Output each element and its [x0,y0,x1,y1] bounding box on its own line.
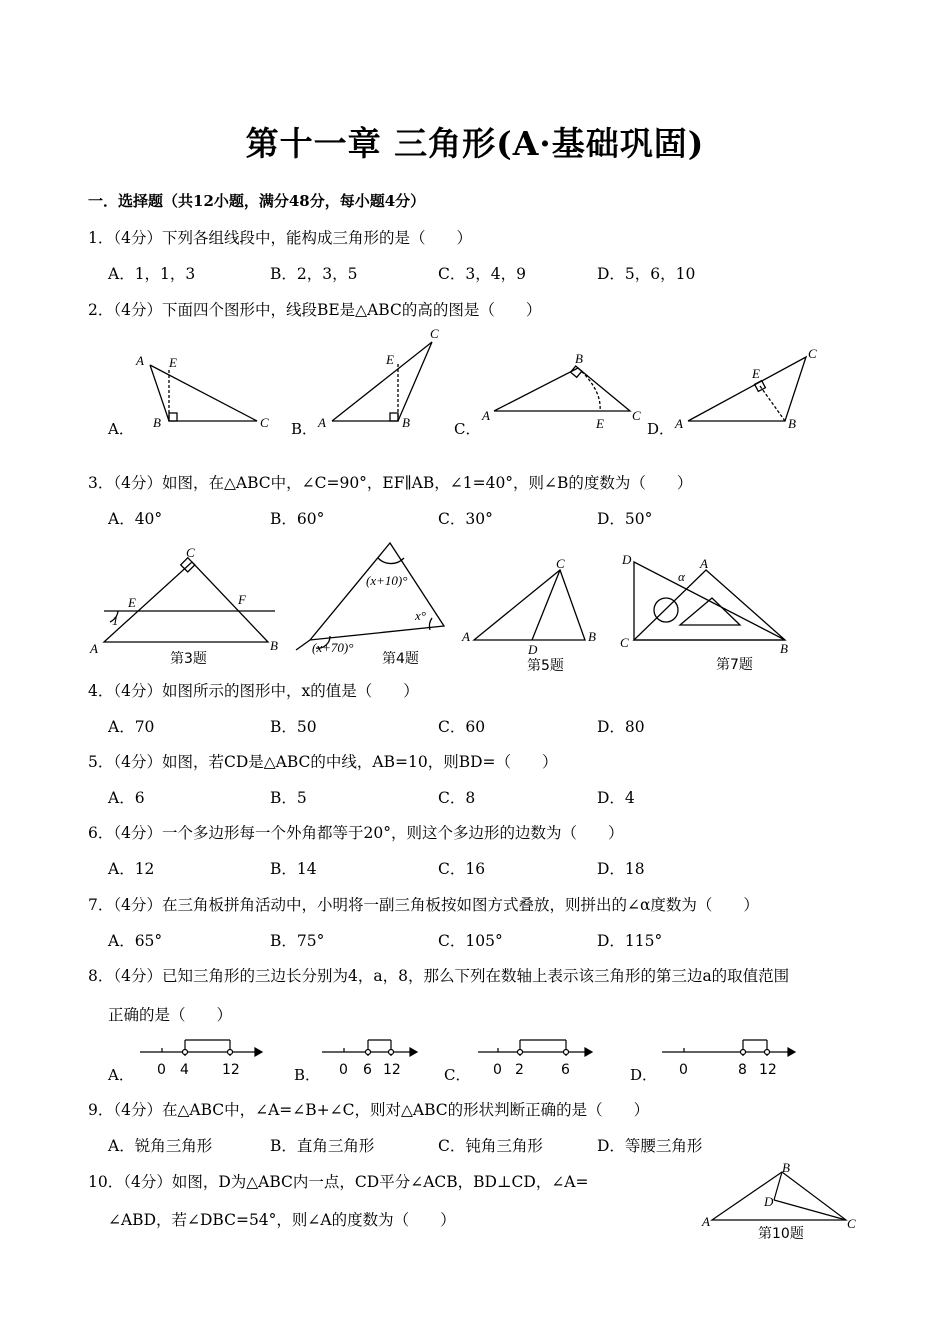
question-6-options [0,857,950,881]
numberline-a [140,1040,262,1056]
question-9: 9．（4分）在△ABC中，∠A=∠B+∠C，则对△ABC的形状判断正确的是（ ） [88,1101,650,1119]
option-b[interactable]: B．5 [270,789,307,807]
option-d[interactable]: D．50° [597,510,653,528]
q8-number-lines [0,1030,950,1080]
q10-label-d: D [764,1194,774,1209]
q5-caption: 第5题 [527,658,564,674]
question-3-options [0,507,950,531]
option-d[interactable]: D．4 [597,789,635,807]
nl-b-0: 0 [339,1062,348,1078]
q7-caption: 第7题 [716,657,753,673]
numberline-label-d[interactable]: D． [630,1066,658,1084]
question-8: 8．（4分）已知三角形的三边长分别为4，a，8，那么下列在数轴上表示该三角形的第三边a的取值范围 [88,967,790,985]
option-b[interactable]: B．60° [270,510,325,528]
q2-c-label-b: B [575,351,583,366]
q7-label-alpha: α [678,569,685,584]
q2-b-label-e: E [386,352,394,367]
q2-figure-a [150,365,257,421]
option-d[interactable]: D．18 [597,860,645,878]
nl-b-12: 12 [383,1062,401,1078]
q2-b-label-b: B [402,415,410,430]
q2-a-label-a: A [136,353,144,368]
q10-caption: 第10题 [758,1226,804,1242]
option-a[interactable]: A．40° [108,510,163,528]
nl-c-0: 0 [493,1062,502,1078]
option-c[interactable]: C．16 [438,860,486,878]
q2-c-label-e: E [596,416,604,431]
option-a[interactable]: A．锐角三角形 [108,1137,213,1155]
nl-b-6: 6 [363,1062,372,1078]
q10-figure [690,1160,870,1245]
question-10-continued: ∠ABD，若∠DBC=54°，则∠A的度数为（ ） [108,1211,456,1229]
numberline-label-c[interactable]: C． [444,1066,471,1084]
q3-label-f: F [238,592,246,607]
q2-d-label-a: A [675,416,683,431]
nl-a-0: 0 [157,1062,166,1078]
q7-label-b: B [780,641,788,656]
question-4: 4．（4分）如图所示的图形中，x的值是（ ） [88,682,419,700]
figures-row [0,540,950,675]
option-a[interactable]: A．65° [108,932,163,950]
q2-figure-d [688,357,806,421]
question-7: 7．（4分）在三角板拼角活动中，小明将一副三角板按如图方式叠放，则拼出的∠α度数为（ ） [88,896,759,914]
question-8-continued: 正确的是（ ） [108,1006,233,1024]
numberline-label-a[interactable]: A． [108,1066,134,1084]
q2-figure-c [494,366,630,411]
question-9-options [0,1134,950,1158]
q7-label-d: D [622,552,632,567]
question-6: 6．（4分）一个多边形每一个外角都等于20°，则这个多边形的边数为（ ） [88,824,624,842]
nl-c-6: 6 [561,1062,570,1078]
page-title: 第十一章 三角形(A·基础巩固) [245,124,705,163]
option-b[interactable]: B．直角三角形 [270,1137,375,1155]
question-2: 2．（4分）下面四个图形中，线段BE是△ABC的高的图是（ ） [88,301,542,319]
q3-label-b: B [270,638,278,653]
q2-figure-b [332,342,432,421]
question-5-options [0,786,950,810]
q2-a-label-c: C [260,415,269,430]
question-10: 10．（4分）如图，D为△ABC内一点，CD平分∠ACB，BD⊥CD，∠A= [88,1173,589,1191]
q3-label-1: 1 [112,613,119,628]
nl-d-0: 0 [679,1062,688,1078]
q5-figure [474,570,585,640]
q5-label-c: C [556,556,565,571]
option-c[interactable]: C．3，4，9 [438,265,526,283]
option-d[interactable]: D．等腰三角形 [597,1137,703,1155]
q3-label-a: A [90,641,98,656]
q2-c-label-c: C [632,408,641,423]
nl-d-8: 8 [738,1062,747,1078]
option-d[interactable]: D．5，6，10 [597,265,696,283]
q10-label-a: A [702,1214,710,1229]
figure-label-d[interactable]: D． [647,420,675,438]
question-1: 1．（4分）下列各组线段中，能构成三角形的是（ ） [88,229,472,247]
q4-label-ext: (x+70)° [312,640,354,655]
nl-d-12: 12 [759,1062,777,1078]
q4-figure [296,543,444,650]
option-c[interactable]: C．钝角三角形 [438,1137,543,1155]
nl-a-12: 12 [222,1062,240,1078]
question-4-options [0,715,950,739]
figure-label-c[interactable]: C． [454,420,481,438]
option-a[interactable]: A．12 [108,860,155,878]
option-c[interactable]: C．30° [438,510,493,528]
q4-label-x: x° [415,608,426,623]
q10-label-b: B [782,1160,790,1175]
q2-d-label-b: B [788,416,796,431]
q2-a-label-e: E [169,355,177,370]
option-d[interactable]: D．115° [597,932,663,950]
q5-label-d: D [528,642,538,657]
option-b[interactable]: B．75° [270,932,325,950]
question-7-options [0,929,950,953]
q2-d-label-e: E [752,366,760,381]
option-c[interactable]: C．60 [438,718,486,736]
q5-label-b: B [588,629,596,644]
option-a[interactable]: A．70 [108,718,155,736]
q3-label-e: E [128,595,136,610]
q10-label-c: C [847,1216,856,1231]
nl-c-2: 2 [515,1062,524,1078]
option-d[interactable]: D．80 [597,718,645,736]
option-c[interactable]: C．105° [438,932,503,950]
q2-b-label-c: C [430,326,439,341]
q7-label-c: C [620,635,629,650]
option-b[interactable]: B．14 [270,860,317,878]
option-b[interactable]: B．2，3，5 [270,265,358,283]
numberline-c [478,1040,592,1056]
option-a[interactable]: A．1，1，3 [108,265,196,283]
option-a[interactable]: A．6 [108,789,145,807]
numberline-label-b[interactable]: B． [294,1066,321,1084]
q2-figures [0,320,950,440]
q4-label-top: (x+10)° [366,573,408,588]
q2-a-label-b: B [153,415,161,430]
numberline-b [322,1040,417,1056]
figure-label-b[interactable]: B． [291,420,318,438]
question-3: 3．（4分）如图，在△ABC中，∠C=90°，EF∥AB，∠1=40°，则∠B的度数为（ ） [88,474,693,492]
nl-a-4: 4 [180,1062,189,1078]
option-b[interactable]: B．50 [270,718,317,736]
q3-label-c: C [186,545,195,560]
figure-label-a[interactable]: A． [108,420,134,438]
q3-caption: 第3题 [170,651,207,667]
q4-caption: 第4题 [382,651,419,667]
question-1-options [0,262,950,286]
section-heading: 一．选择题（共12小题，满分48分，每小题4分） [88,192,426,210]
q7-figure [634,562,785,640]
q2-d-label-c: C [808,346,817,361]
q2-b-label-a: A [318,415,326,430]
q7-label-a: A [700,556,708,571]
q5-label-a: A [462,629,470,644]
q2-c-label-a: A [482,408,490,423]
option-c[interactable]: C．8 [438,789,476,807]
question-5: 5．（4分）如图，若CD是△ABC的中线，AB=10，则BD=（ ） [88,753,558,771]
numberline-d [662,1040,795,1056]
